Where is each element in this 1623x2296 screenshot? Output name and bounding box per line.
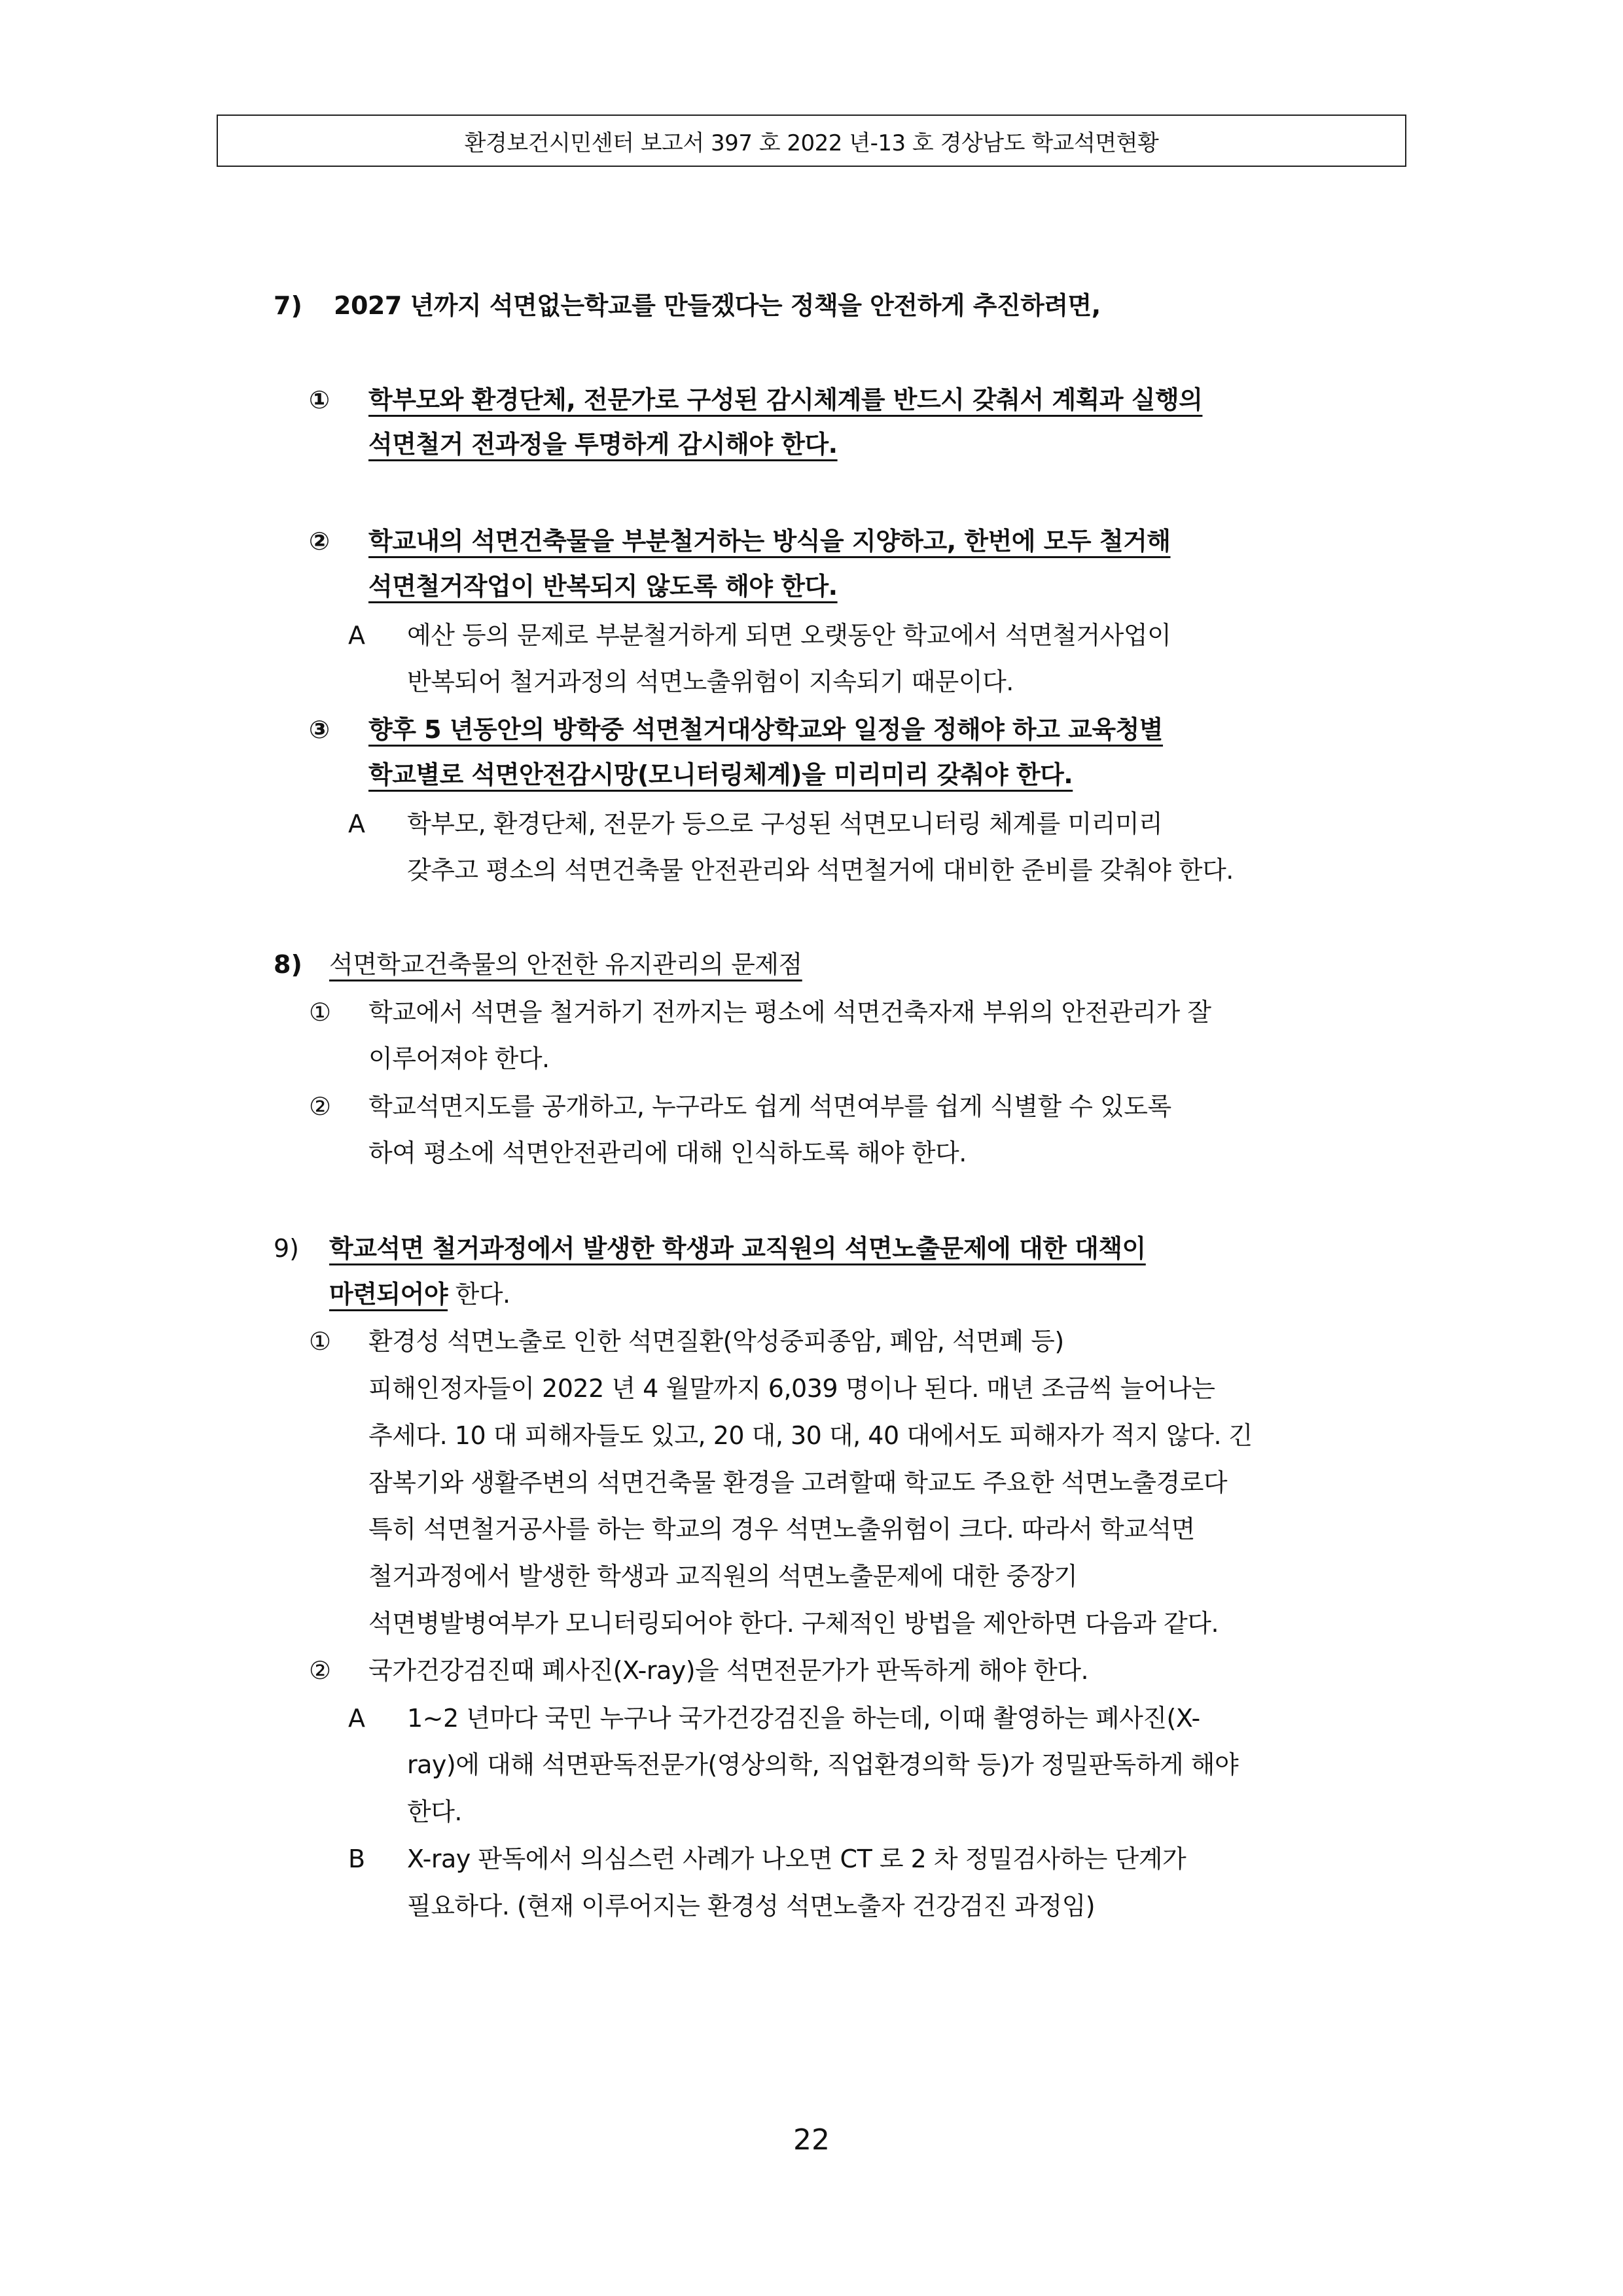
report-header (217, 115, 1406, 167)
report-header-text: 환경보건시민센터 보고서 397 호 2022 년-13 호 경상남도 학교석면현황 (464, 130, 1159, 156)
section9-item1-line6: 철거과정에서 발생한 학생과 교직원의 석면노출문제에 대한 중장기 (368, 1562, 1078, 1591)
section9-item2-subB-line1: X-ray 판독에서 의심스런 사례가 나오면 CT 로 2 차 정밀검사하는 단계가 (407, 1845, 1186, 1873)
section9-item1-line7: 석면병발병여부가 모니터링되어야 한다. 구체적인 방법을 제안하면 다음과 같다. (368, 1609, 1219, 1638)
section8-item2-line2: 하여 평소에 석면안전관리에 대해 인식하도록 해야 한다. (368, 1139, 967, 1167)
section9-item1-line1: 환경성 석면노출로 인한 석면질환(악성중피종암, 폐암, 석면폐 등) (368, 1327, 1064, 1356)
section7-item3-subA-marker: A (348, 809, 365, 838)
section7-item1-line2: 석면철거 전과정을 투명하게 감시해야 한다. (368, 430, 838, 459)
section9-item2-subA-line3: 한다. (407, 1797, 462, 1826)
section9-item2-subA-line1: 1~2 년마다 국민 누구나 국가건강검진을 하는데, 이때 촬영하는 폐사진(X- (407, 1704, 1200, 1733)
section7-item1-marker: ① (309, 385, 330, 414)
section7-item3-subA-line2: 갖추고 평소의 석면건축물 안전관리와 석면철거에 대비한 준비를 갖춰야 한다. (407, 856, 1234, 885)
section9-item1-line2: 피해인정자들이 2022 년 4 월말까지 6,039 명이나 된다. 매년 조금씩 늘어나는 (368, 1374, 1215, 1403)
section7-item1-line1: 학부모와 환경단체, 전문가로 구성된 감시체계를 반드시 갖춰서 계획과 실행의 (368, 385, 1203, 414)
section9-title-line2-emphasis: 마련되어야 (329, 1280, 448, 1309)
section9-item2-marker: ② (309, 1656, 332, 1685)
section8-title: 석면학교건축물의 안전한 유지관리의 문제점 (329, 950, 802, 979)
section9-item1-line4: 잠복기와 생활주변의 석면건축물 환경을 고려할때 학교도 주요한 석면노출경로다 (368, 1468, 1228, 1497)
section9-item2-line1: 국가건강검진때 폐사진(X-ray)을 석면전문가가 판독하게 해야 한다. (368, 1656, 1089, 1685)
section9-item2-subB-marker: B (348, 1845, 366, 1873)
section7-item3-marker: ③ (309, 715, 330, 744)
section7-item2-subA-line1: 예산 등의 문제로 부분철거하게 되면 오랫동안 학교에서 석면철거사업이 (407, 621, 1171, 650)
section8-item2-line1: 학교석면지도를 공개하고, 누구라도 쉽게 석면여부를 쉽게 식별할 수 있도록 (368, 1092, 1171, 1121)
section7-item3-subA-line1: 학부모, 환경단체, 전문가 등으로 구성된 석면모니터링 체계를 미리미리 (407, 809, 1163, 838)
section9-item1-line5: 특히 석면철거공사를 하는 학교의 경우 석면노출위험이 크다. 따라서 학교석면 (368, 1515, 1195, 1544)
section7-item2-subA-marker: A (348, 621, 365, 650)
section7-item2-line2: 석면철거작업이 반복되지 않도록 해야 한다. (368, 572, 838, 601)
section8-item1-line1: 학교에서 석면을 철거하기 전까지는 평소에 석면건축자재 부위의 안전관리가 잘 (368, 998, 1211, 1027)
section9-title-line1: 학교석면 철거과정에서 발생한 학생과 교직원의 석면노출문제에 대한 대책이 (329, 1234, 1146, 1263)
section9-item1-marker: ① (309, 1327, 332, 1356)
page-number: 22 (793, 2123, 830, 2157)
section9-item2-subB-line2: 필요하다. (현재 이루어지는 환경성 석면노출자 건강검진 과정임) (407, 1892, 1096, 1920)
section8-item2-marker: ② (309, 1092, 332, 1121)
section7-number: 7) (274, 291, 302, 320)
section8-item1-line2: 이루어져야 한다. (368, 1044, 550, 1073)
section9-title-line2 (329, 1282, 510, 1307)
section9-item2-subA-marker: A (348, 1704, 365, 1733)
section7-item2-subA-line2: 반복되어 철거과정의 석면노출위험이 지속되기 때문이다. (407, 667, 1014, 696)
section7-title: 2027 년까지 석면없는학교를 만들겠다는 정책을 안전하게 추진하려면, (334, 291, 1101, 320)
section9-item2-subA-line2: ray)에 대해 석면판독전문가(영상의학, 직업환경의학 등)가 정밀판독하게 해야 (407, 1750, 1239, 1779)
section7-item2-marker: ② (309, 527, 330, 556)
section9-title-line2-tail: 한다. (448, 1280, 510, 1309)
section7-item3-line1: 향후 5 년동안의 방학중 석면철거대상학교와 일정을 정해야 하고 교육청별 (368, 715, 1164, 744)
section7-item3-line2: 학교별로 석면안전감시망(모니터링체계)을 미리미리 갖춰야 한다. (368, 760, 1073, 789)
section9-item1-line3: 추세다. 10 대 피해자들도 있고, 20 대, 30 대, 40 대에서도 피해자가 적지 않다. 긴 (368, 1421, 1253, 1450)
section9-number: 9) (274, 1234, 300, 1263)
section8-number: 8) (274, 950, 302, 979)
section8-item1-marker: ① (309, 998, 332, 1027)
section7-item2-line1: 학교내의 석면건축물을 부분철거하는 방식을 지양하고, 한번에 모두 철거해 (368, 527, 1171, 556)
